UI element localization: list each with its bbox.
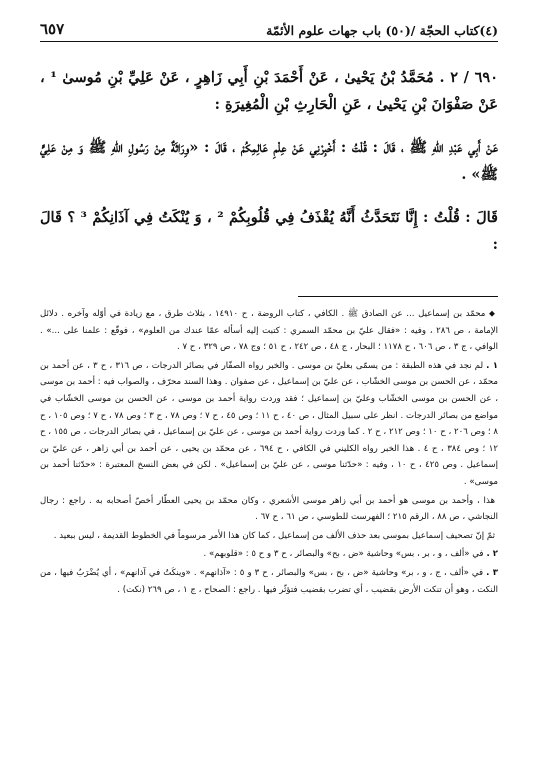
footnote-number: ٣ .: [486, 567, 498, 578]
footnote-source: [40, 306, 498, 356]
hadith-matn-1: عَنْ أَبِي عَبْدِ اللّٰهِ ﷺ ، قَالَ : قُلْتُ : أَخْبِرْنِي عَنْ عِلْمِ عَالِمِكُمْ ، قَالَ : «وِرَاثَةٌ مِنْ رَسُولِ اللّٰهِ ﷺ وَ مِنْ عَلِيٍّ ﷺ» .: [40, 139, 498, 183]
footnote-separator: [298, 296, 498, 297]
main-text: [40, 64, 498, 274]
chapter-title: (٤)كتاب الحجّة /(٥٠) باب جهات علوم الأئمّة: [266, 23, 498, 38]
footnotes: [40, 306, 498, 600]
footnote-text: هذا ، وأحمد بن موسى هو أحمد بن أبي زاهر موسى الأشعري ، وكان محمّد بن يحيى العطّار أخصّ أصحابه به . راجع : رجال النجاشي ، ص ٨٨ ، الرقم ٢١٥ ؛ الفهرست للطوسي ، ص ٦١ ، ح ٦٧ .: [40, 495, 498, 523]
footnote-1-cont-a: [40, 493, 498, 526]
footnote-text: في «ألف ، ج ، و ، بر» وحاشية «ض ، بح ، بس» والبصائر ، ح ٣ و ٥ : «آذانهم» . «وينكَتُ في آذانهم» ، أي يُضْرَبُ فيها ، من النكت ، وهو أن تنكت الأرض بقضيب ، أي تضرب بقضيب فتؤثّر فيها . راجع : الصحاح ، ج ١ ، ص ٢٦٩ (نكت) .: [40, 567, 498, 595]
footnote-text: ثمّ إنّ تصحيف إسماعيل بموسى بعد حذف الألف من إسماعيل ، كما كان هذا الأمر مرسوماً في الخطوط القديمة ، ليس ببعيد .: [53, 530, 495, 541]
footnote-text: لم نجد في هذه الطبقة : من يسمّى بعليّ بن موسى . والخبر رواه الصفّار في بصائر الدرجات ، ص ٣١٦ ، ح ٣ ، عن أحمد بن محمّد ، عن الحسن بن موسى الخشّاب ، عن عليّ بن إسماعيل ، عن صفوان . وهذا السند محرّف ، والصواب فيه : أحمد بن موسى ، عن الحسن بن موسى الخشّاب وعليّ بن إسماعيل ؛ فقد وردت رواية أحمد بن موسى ، عن الحسن بن موسى الخشّاب في مواضع من بصائر الدرجات . انظر على سبيل المثال ، ص ٤٠ ، ح ١١ ؛ وص ٤٥ ، ح ٧ ؛ وص ٧٨ ، ح ٣ ؛ وص ٧٨ ، ح ٧ ؛ وص ١٠٥ ، ح ٨ ؛ وص ٢٠٦ ، ح ١٠ ؛ وص ٢١٢ ، ح ٢ . كما وردت رواية أحمد بن موسى ، عن عليّ بن إسماعيل ، في بصائر الدرجات ، ص ١٥٥ ، ح ١٢ ؛ وص ٣٨٤ ، ح ٤ . هذا الخبر رواه الكليني في الكافي ، ح ٦٩٤ ، عن محمّد بن يحيى ، عن أحمد بن أبي زاهر ، عن عليّ بن إسماعيل . وص ٤٢٥ ، ح ١٠ ، وفيه : «حدّثنا موسى ، عن عليّ بن إسماعيل» . لكن في بعض النسخ المعتبرة : «حدّثنا أحمد بن موسى» .: [39, 360, 498, 487]
hadith-isnad: ٦٩٠ / ٢ . مُحَمَّدُ بْنُ يَحْيىٰ ، عَنْ أَحْمَدَ بْنِ أَبِي زَاهِرٍ ، عَنْ عَلِيِّ بْنِ مُوسىٰ ¹ ، عَنْ صَفْوَانَ بْنِ يَحْيىٰ ، عَنِ الْحَارِثِ بْنِ الْمُغِيرَةِ :: [40, 69, 498, 113]
footnote-text: في «ألف ، و ، بر ، بس» وحاشية «ض ، بح» والبصائر ، ح ٣ و ح ٥ : «قلوبهم» .: [203, 549, 484, 560]
footnote-number: ٢ .: [486, 549, 498, 560]
footnote-2: [40, 546, 498, 563]
hadith-matn-2: قَالَ : قُلْتُ : إِنَّا نَتَحَدَّثُ أَنَّهُ يُقْذَفُ فِي قُلُوبِكُمْ ² ، وَ يُنْكَتُ فِي آذَانِكُمْ ³ ؟ قَالَ :: [40, 209, 498, 253]
page-header: [40, 14, 498, 42]
page-number: ٦٥٧: [40, 20, 65, 38]
footnote-1-cont-b: [40, 528, 498, 545]
footnote-1: [40, 358, 498, 491]
footnote-3: [40, 565, 498, 598]
footnote-text: ⬥ محمّد بن إسماعيل ... عن الصادق ﷺ . الكافي ، كتاب الروضة ، ح ١٤٩١٠ ، بثلاث طرق ، مع زيادة في أوّله وآخره . دلائل الإمامة ، ص ٢٨٦ ، وفيه : «فقال عليّ بن محمّد السمري : كتبت إليه أسأله عمّا عندك من العلوم» ، فوقّع : علمنا على ...» . الوافي ، ج ٣ ، ص ٦٠٦ ، ح ١١٧٨ ؛ البحار ، ج ٤٨ ، ص ٢٤٢ ، ح ٥١ ؛ وج ٧٨ ، ص ٣٢٩ ، ح ٧ .: [40, 309, 498, 353]
footnote-number: ١ .: [486, 360, 498, 371]
